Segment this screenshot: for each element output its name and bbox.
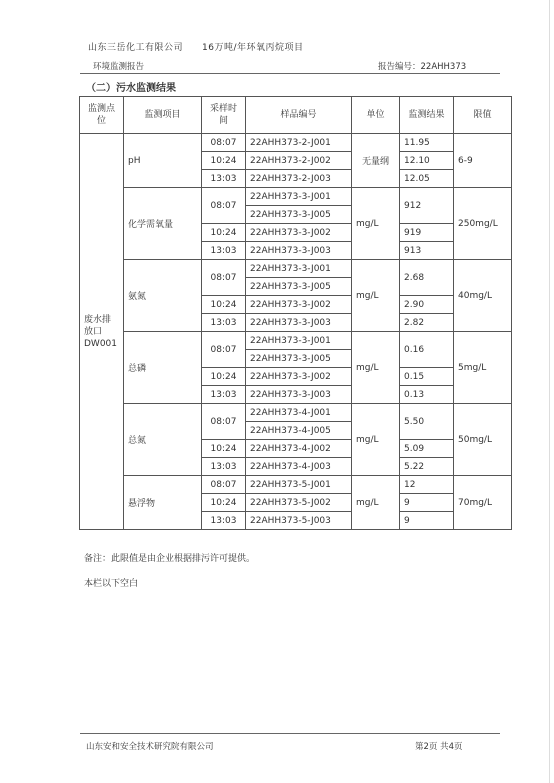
remarks-note: 备注：此限值是由企业根据排污许可提供。 [84,554,256,564]
sampling-time: 10:24 [202,494,246,512]
sample-id: 22AHH373-4-J005 [246,422,352,440]
table-row [80,188,512,206]
sampling-time: 08:07 [202,476,246,494]
sampling-time: 08:07 [202,404,246,440]
monitoring-item: pH [124,134,202,188]
monitoring-item: 悬浮物 [124,476,202,530]
sample-id: 22AHH373-4-J002 [246,440,352,458]
section-title: （二）污水监测结果 [86,83,176,94]
sampling-time: 08:07 [202,134,246,152]
limit-value: 70mg/L [454,476,512,530]
monitoring-item: 总氮 [124,404,202,476]
result-value: 2.82 [400,314,454,332]
limit-value: 6-9 [454,134,512,188]
sample-id: 22AHH373-3-J005 [246,278,352,296]
sample-id: 22AHH373-2-J001 [246,134,352,152]
sample-id: 22AHH373-3-J001 [246,188,352,206]
sample-id: 22AHH373-3-J005 [246,206,352,224]
sample-id: 22AHH373-5-J003 [246,512,352,530]
table-row [80,404,512,422]
footer-institute: 山东安和安全技术研究院有限公司 [86,742,214,752]
table-row [80,476,512,494]
sample-id: 22AHH373-4-J003 [246,458,352,476]
monitoring-item: 氨氮 [124,260,202,332]
table-row [80,260,512,278]
sampling-time: 08:07 [202,260,246,296]
monitoring-item: 化学需氧量 [124,188,202,260]
result-value: 912 [400,188,454,224]
header-divider [80,73,500,74]
result-value: 5.09 [400,440,454,458]
col-header-sample: 样品编号 [246,97,352,134]
result-value: 919 [400,224,454,242]
sampling-time: 10:24 [202,440,246,458]
sample-id: 22AHH373-3-J003 [246,386,352,404]
result-value: 2.68 [400,260,454,296]
sampling-time: 10:24 [202,296,246,314]
result-value: 913 [400,242,454,260]
result-value: 0.16 [400,332,454,368]
sampling-time: 13:03 [202,512,246,530]
sampling-time: 10:24 [202,368,246,386]
sample-id: 22AHH373-3-J003 [246,314,352,332]
sample-id: 22AHH373-3-J002 [246,296,352,314]
limit-value: 40mg/L [454,260,512,332]
sample-id: 22AHH373-3-J002 [246,224,352,242]
unit: mg/L [352,260,400,332]
header-project: 16万吨/年环氧丙烷项目 [202,43,304,53]
sampling-time: 13:03 [202,242,246,260]
footer-page-number: 第2页 共4页 [415,742,463,752]
result-value: 5.50 [400,404,454,440]
sample-id: 22AHH373-2-J003 [246,170,352,188]
result-value: 2.90 [400,296,454,314]
limit-value: 5mg/L [454,332,512,404]
header-company: 山东三岳化工有限公司 [88,43,184,53]
result-value: 9 [400,512,454,530]
col-header-limit: 限值 [454,97,512,134]
sampling-time: 13:03 [202,170,246,188]
sample-id: 22AHH373-3-J005 [246,350,352,368]
col-header-item: 监测项目 [124,97,202,134]
limit-value: 250mg/L [454,188,512,260]
result-value: 12.05 [400,170,454,188]
sample-id: 22AHH373-2-J002 [246,152,352,170]
sampling-time: 13:03 [202,386,246,404]
result-value: 9 [400,494,454,512]
result-value: 11.95 [400,134,454,152]
unit: mg/L [352,332,400,404]
monitoring-item: 总磷 [124,332,202,404]
unit: 无量纲 [352,134,400,188]
sample-id: 22AHH373-5-J002 [246,494,352,512]
col-header-point: 监测点位 [80,97,124,134]
unit: mg/L [352,188,400,260]
wastewater-results-table [79,96,512,530]
footer-divider [80,733,500,734]
unit: mg/L [352,476,400,530]
sampling-time: 10:24 [202,224,246,242]
limit-value: 50mg/L [454,404,512,476]
sample-id: 22AHH373-4-J001 [246,404,352,422]
sample-id: 22AHH373-3-J001 [246,260,352,278]
monitoring-point: 废水排放口DW001 [80,134,124,530]
sampling-time: 13:03 [202,314,246,332]
sample-id: 22AHH373-3-J003 [246,242,352,260]
col-header-unit: 单位 [352,97,400,134]
result-value: 5.22 [400,458,454,476]
header-report-title: 环境监测报告 [93,62,145,72]
sample-id: 22AHH373-5-J001 [246,476,352,494]
result-value: 12 [400,476,454,494]
table-row [80,134,512,152]
header-report-number: 报告编号：22AHH373 [378,62,467,72]
table-row [80,332,512,350]
unit: mg/L [352,404,400,476]
result-value: 0.13 [400,386,454,404]
blank-below-note: 本栏以下空白 [84,579,139,589]
sampling-time: 08:07 [202,188,246,224]
table-header-row [80,97,512,134]
result-value: 0.15 [400,368,454,386]
result-value: 12.10 [400,152,454,170]
sample-id: 22AHH373-3-J001 [246,332,352,350]
col-header-result: 监测结果 [400,97,454,134]
sampling-time: 13:03 [202,458,246,476]
sampling-time: 08:07 [202,332,246,368]
col-header-time: 采样时间 [202,97,246,134]
sample-id: 22AHH373-3-J002 [246,368,352,386]
page-edge-line [549,0,550,783]
sampling-time: 10:24 [202,152,246,170]
